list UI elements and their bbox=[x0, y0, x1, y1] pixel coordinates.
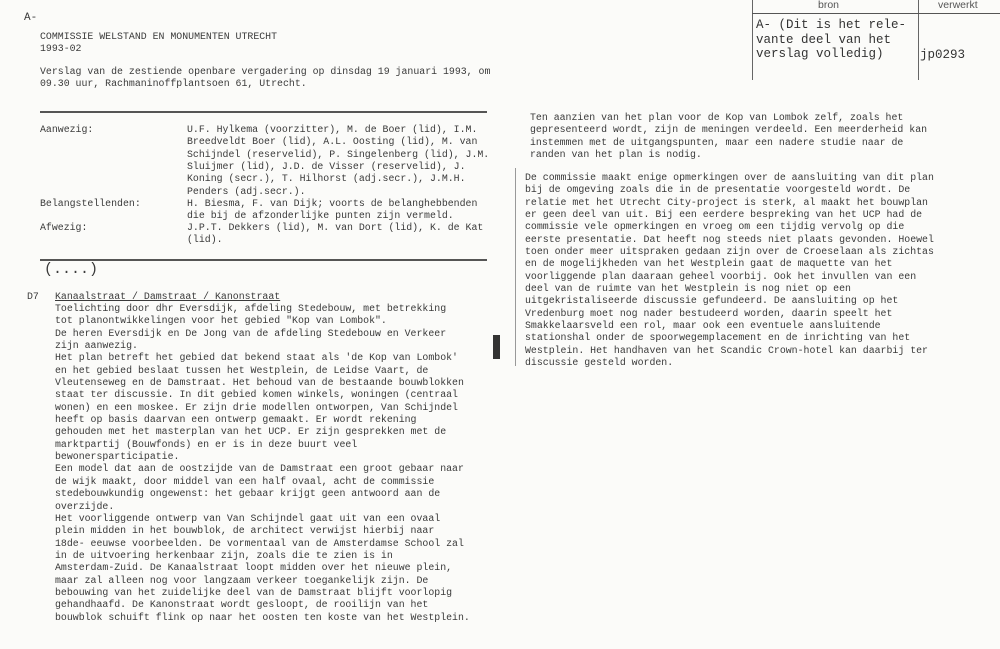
box-divider bbox=[918, 0, 919, 80]
text-line: maar zal alleen nog voor langzaam verkeer toegankelijk zijn. De bbox=[55, 574, 429, 586]
text-line: eerste presentatie. Dat heeft nog steeds niet plaats gevonden. Hoewel bbox=[525, 233, 934, 245]
text-line: 18de- eeuwse voorbeelden. De vormentaal van de Amsterdamse School zal bbox=[55, 537, 464, 549]
item-code: D7 bbox=[27, 291, 39, 302]
text-line: Sluijmer (lid), J.D. de Visser (reservelid), J. bbox=[187, 161, 466, 173]
text-line: heeft op basis daarvan een ontwerp gemaakt. Er wordt rekening bbox=[55, 414, 417, 426]
text-line: en het gebied beslaat tussen het Westplein, de Leidse Vaart, de bbox=[55, 364, 429, 376]
text-line: H. Biesma, F. van Dijk; voorts de belanghebbenden bbox=[187, 198, 478, 209]
report-number: 1993-02 bbox=[40, 43, 82, 54]
text-line: Het voorliggende ontwerp van Van Schijndel gaat uit van een ovaal bbox=[55, 512, 441, 524]
text-line: tot planontwikkelingen voor het gebied "Kop van Lombok". bbox=[55, 315, 387, 327]
text-line: Penders (adj.secr.). bbox=[187, 185, 306, 197]
page-marker: A- bbox=[24, 12, 38, 24]
aanwezig-label: Aanwezig: bbox=[40, 124, 94, 135]
text-line: U.F. Hylkema (voorzitter), M. de Boer (lid), I.M. bbox=[187, 124, 478, 135]
text-line: Breedveldt Boer (lid), A.L. Oosting (lid), M. van bbox=[187, 136, 478, 148]
text-line: vante deel van het bbox=[756, 32, 892, 47]
text-line: bouwblok schuift flink op naar het oosten ten koste van het Westplein. bbox=[55, 611, 470, 623]
text-line: relatie met het Utrecht City-project is sterk, al maakt het bouwplan bbox=[525, 196, 928, 208]
text-line: gehandhaafd. De Kanonstraat wordt gesloopt, de rooilijn van het bbox=[55, 599, 429, 611]
text-line: de wijk maakt, door middel van een half ovaal, acht de commissie bbox=[55, 475, 435, 487]
margin-line bbox=[515, 168, 516, 366]
column-bron: bron bbox=[818, 0, 840, 11]
text-line: commissie vele opmerkingen en vroeg om een tijdig vervolg op die bbox=[525, 221, 905, 233]
belang-list bbox=[187, 198, 477, 223]
header-rule bbox=[40, 111, 487, 113]
aanwezig-list bbox=[187, 124, 489, 198]
text-line: Smakkelaarsveld een rol, maar ook een eventuele aansluitende bbox=[525, 320, 881, 332]
text-line: er geen deel van uit. Bij een eerdere bespreking van het UCP had de bbox=[525, 209, 923, 221]
text-line: in de uitvoering herkenbaar zijn, zoals die te zien is in bbox=[55, 549, 393, 561]
text-line: plein midden in het bouwblok, de architect verwijst hierbij naar bbox=[55, 525, 435, 537]
box-left-border bbox=[752, 0, 753, 80]
text-line: wonen) en een moskee. Er zijn drie modellen ontworpen, Van Schijndel bbox=[55, 401, 458, 413]
text-line: stationshal onder de spoorwegemplacement en de inrichting van het bbox=[525, 332, 911, 344]
scan-mark bbox=[493, 335, 500, 359]
text-line: Koning (secr.), T. Hilhorst (adj.secr.), J.M.H. bbox=[187, 173, 466, 185]
org-name: COMMISSIE WELSTAND EN MONUMENTEN UTRECHT bbox=[40, 31, 278, 42]
text-line: Ten aanzien van het plan voor de Kop van Lombok zelf, zoals het bbox=[530, 112, 904, 123]
text-line: De heren Eversdijk en De Jong van de afdeling Stedebouw en Verkeer bbox=[55, 327, 447, 339]
text-line: gepresenteerd wordt, zijn de meningen verdeeld. Een meerderheid kan bbox=[530, 124, 928, 136]
verwerkt-code: jp0293 bbox=[920, 48, 966, 62]
text-line: A- (Dit is het rele- bbox=[756, 18, 907, 32]
text-line: Vredenburg moet nog nader bestudeerd worden, daarin speelt het bbox=[525, 307, 893, 319]
text-line: verslag volledig) bbox=[756, 47, 884, 61]
text-line: J.P.T. Dekkers (lid), M. van Dort (lid), K. de Kat bbox=[187, 222, 484, 233]
omission-mark: (....) bbox=[44, 261, 99, 278]
text-line: (lid). bbox=[187, 234, 223, 246]
text-line: voorliggende plan daaraan geheel voorbij. Ook het invullen van een bbox=[525, 270, 917, 282]
text-line: Vleutenseweg en de Damstraat. Het behoud van de bestaande bouwblokken bbox=[55, 377, 464, 389]
text-line: Verslag van de zestiende openbare vergadering op dinsdag 19 januari 1993, om bbox=[40, 66, 491, 77]
text-line: De commissie maakt enige opmerkingen over de aansluiting van dit plan bbox=[525, 172, 934, 183]
text-line: Toelichting door dhr Eversdijk, afdeling Stedebouw, met betrekking bbox=[55, 303, 447, 314]
text-line: zijn aanwezig. bbox=[55, 340, 138, 352]
text-line: discussie gesteld worden. bbox=[525, 357, 674, 369]
item-body-right-para1 bbox=[530, 112, 927, 161]
text-line: overzijde. bbox=[55, 500, 115, 512]
text-line: bebouwing van het zuidelijke deel van de Damstraat blijft voorlopig bbox=[55, 586, 453, 598]
text-line: bewonersparticipatie. bbox=[55, 451, 180, 463]
text-line: marktpartij (Bouwfonds) en er is in deze buurt veel bbox=[55, 438, 358, 450]
box-header-rule bbox=[752, 13, 1000, 14]
report-intro bbox=[40, 66, 490, 91]
item-body-right-para2 bbox=[525, 172, 934, 370]
item-body-left bbox=[55, 303, 470, 624]
attendance-rule bbox=[40, 259, 487, 261]
text-line: Een model dat aan de oostzijde van de Damstraat een groot gebaar naar bbox=[55, 463, 464, 475]
item-title: Kanaalstraat / Damstraat / Kanonstraat bbox=[55, 291, 281, 302]
text-line: en de mogelijkheden van het Westplein gaat de maquette van het bbox=[525, 258, 893, 270]
text-line: bij de omgeving zoals die in de presentatie voorgesteld wordt. De bbox=[525, 184, 911, 196]
text-line: 09.30 uur, Rachmaninoffplantsoen 61, Utrecht. bbox=[40, 78, 307, 90]
text-line: stedebouwkundig ongewenst: het gebaar krijgt geen antwoord aan de bbox=[55, 488, 441, 500]
text-line: Westplein. Het handhaven van het Scandic Crown-hotel kan daarbij ter bbox=[525, 344, 928, 356]
text-line: uitgekristaliseerde discussie gefundeerd. De aansluiting op het bbox=[525, 295, 899, 307]
text-line: Amsterdam-Zuid. De Kanaalstraat loopt midden over het nieuwe plein, bbox=[55, 562, 453, 574]
belang-label: Belangstellenden: bbox=[40, 198, 141, 209]
text-line: randen van het plan is nodig. bbox=[530, 149, 702, 161]
text-line: Het plan betreft het gebied dat bekend staat als 'de Kop van Lombok' bbox=[55, 352, 458, 364]
text-line: die bij de afzonderlijke punten zijn vermeld. bbox=[187, 210, 454, 222]
text-line: toen onder meer uitspraken gedaan zijn over de Croeselaan als zichtas bbox=[525, 246, 934, 258]
afwezig-list bbox=[187, 222, 483, 247]
text-line: Schijndel (reservelid), P. Singelenberg (lid), J.M. bbox=[187, 148, 490, 160]
afwezig-label: Afwezig: bbox=[40, 222, 88, 233]
text-line: gehouden met het masterplan van het UCP. Er zijn gesprekken met de bbox=[55, 426, 447, 438]
text-line: instemmen met de uitgangspunten, maar een nadere studie naar de bbox=[530, 136, 904, 148]
bron-text bbox=[756, 18, 906, 62]
column-verwerkt: verwerkt bbox=[938, 0, 978, 11]
text-line: deel van de ruimte van het Westplein is nog niet op een bbox=[525, 283, 851, 295]
text-line: staat ter discussie. In dit gebied komen winkels, woningen (centraal bbox=[55, 389, 458, 401]
